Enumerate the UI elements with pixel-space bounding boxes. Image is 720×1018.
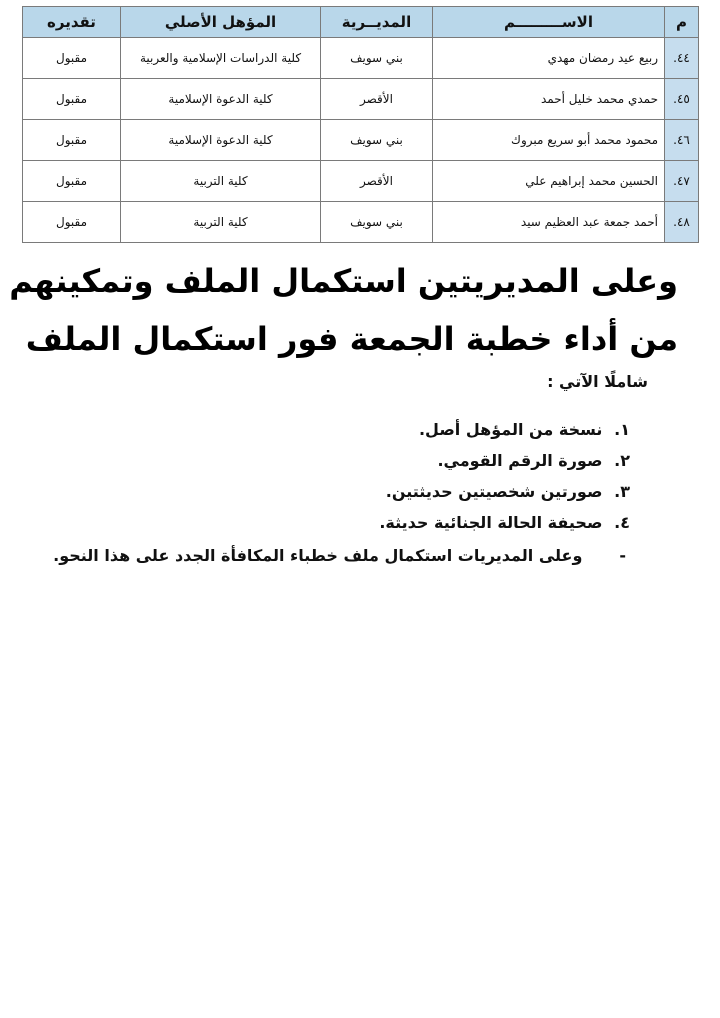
list-item-text: صورتين شخصيتين حديثتين.	[385, 482, 603, 501]
header-grade: تقديره	[23, 7, 121, 38]
list-item	[70, 507, 630, 538]
list-item-number: ٢.	[614, 451, 630, 470]
note-text: وعلى المديريات استكمال ملف خطباء المكافأة الجدد على هذا النحو.	[53, 546, 583, 565]
row-directorate: بني سويف	[321, 120, 433, 161]
row-grade: مقبول	[23, 79, 121, 120]
row-directorate: الأقصر	[321, 161, 433, 202]
row-directorate: بني سويف	[321, 38, 433, 79]
row-num: ٤٧.	[665, 161, 699, 202]
note-dash: -	[619, 546, 626, 565]
row-num: ٤٦.	[665, 120, 699, 161]
header-directorate: المديــرية	[321, 7, 433, 38]
row-grade: مقبول	[23, 120, 121, 161]
table-row	[23, 38, 699, 79]
table-row	[23, 161, 699, 202]
row-grade: مقبول	[23, 161, 121, 202]
row-grade: مقبول	[23, 202, 121, 243]
table-row	[23, 202, 699, 243]
candidates-table	[22, 6, 699, 243]
directorates-note	[26, 546, 626, 565]
row-qualification: كلية الدراسات الإسلامية والعربية	[121, 38, 321, 79]
list-item-text: صحيفة الحالة الجنائية حديثة.	[379, 513, 603, 532]
row-num: ٤٥.	[665, 79, 699, 120]
row-directorate: بني سويف	[321, 202, 433, 243]
list-item-number: ١.	[614, 420, 630, 439]
row-name: أحمد جمعة عبد العظيم سيد	[433, 202, 665, 243]
row-num: ٤٨.	[665, 202, 699, 243]
heading-line-1: وعلى المديريتين استكمال الملف وتمكينهم	[9, 262, 678, 300]
candidates-table-container	[22, 6, 698, 243]
requirements-list	[70, 414, 630, 538]
list-item-number: ٣.	[614, 482, 630, 501]
row-name: الحسين محمد إبراهيم علي	[433, 161, 665, 202]
row-qualification: كلية التربية	[121, 161, 321, 202]
row-grade: مقبول	[23, 38, 121, 79]
table-header-row	[23, 7, 699, 38]
list-item	[70, 414, 630, 445]
row-qualification: كلية الدعوة الإسلامية	[121, 79, 321, 120]
table-row	[23, 120, 699, 161]
row-name: حمدي محمد خليل أحمد	[433, 79, 665, 120]
row-qualification: كلية الدعوة الإسلامية	[121, 120, 321, 161]
list-item-number: ٤.	[614, 513, 630, 532]
list-item	[70, 445, 630, 476]
list-item-text: صورة الرقم القومي.	[437, 451, 603, 470]
header-qualification: المؤهل الأصلي	[121, 7, 321, 38]
header-name: الاســـــــــم	[433, 7, 665, 38]
heading-line-2: من أداء خطبة الجمعة فور استكمال الملف	[25, 320, 678, 358]
row-name: ربيع عيد رمضان مهدي	[433, 38, 665, 79]
list-item	[70, 476, 630, 507]
row-num: ٤٤.	[665, 38, 699, 79]
list-item-text: نسخة من المؤهل أصل.	[418, 420, 603, 439]
row-directorate: الأقصر	[321, 79, 433, 120]
header-num: م	[665, 7, 699, 38]
table-row	[23, 79, 699, 120]
requirements-intro: شاملًا الآتي :	[547, 372, 648, 391]
row-name: محمود محمد أبو سريع مبروك	[433, 120, 665, 161]
row-qualification: كلية التربية	[121, 202, 321, 243]
